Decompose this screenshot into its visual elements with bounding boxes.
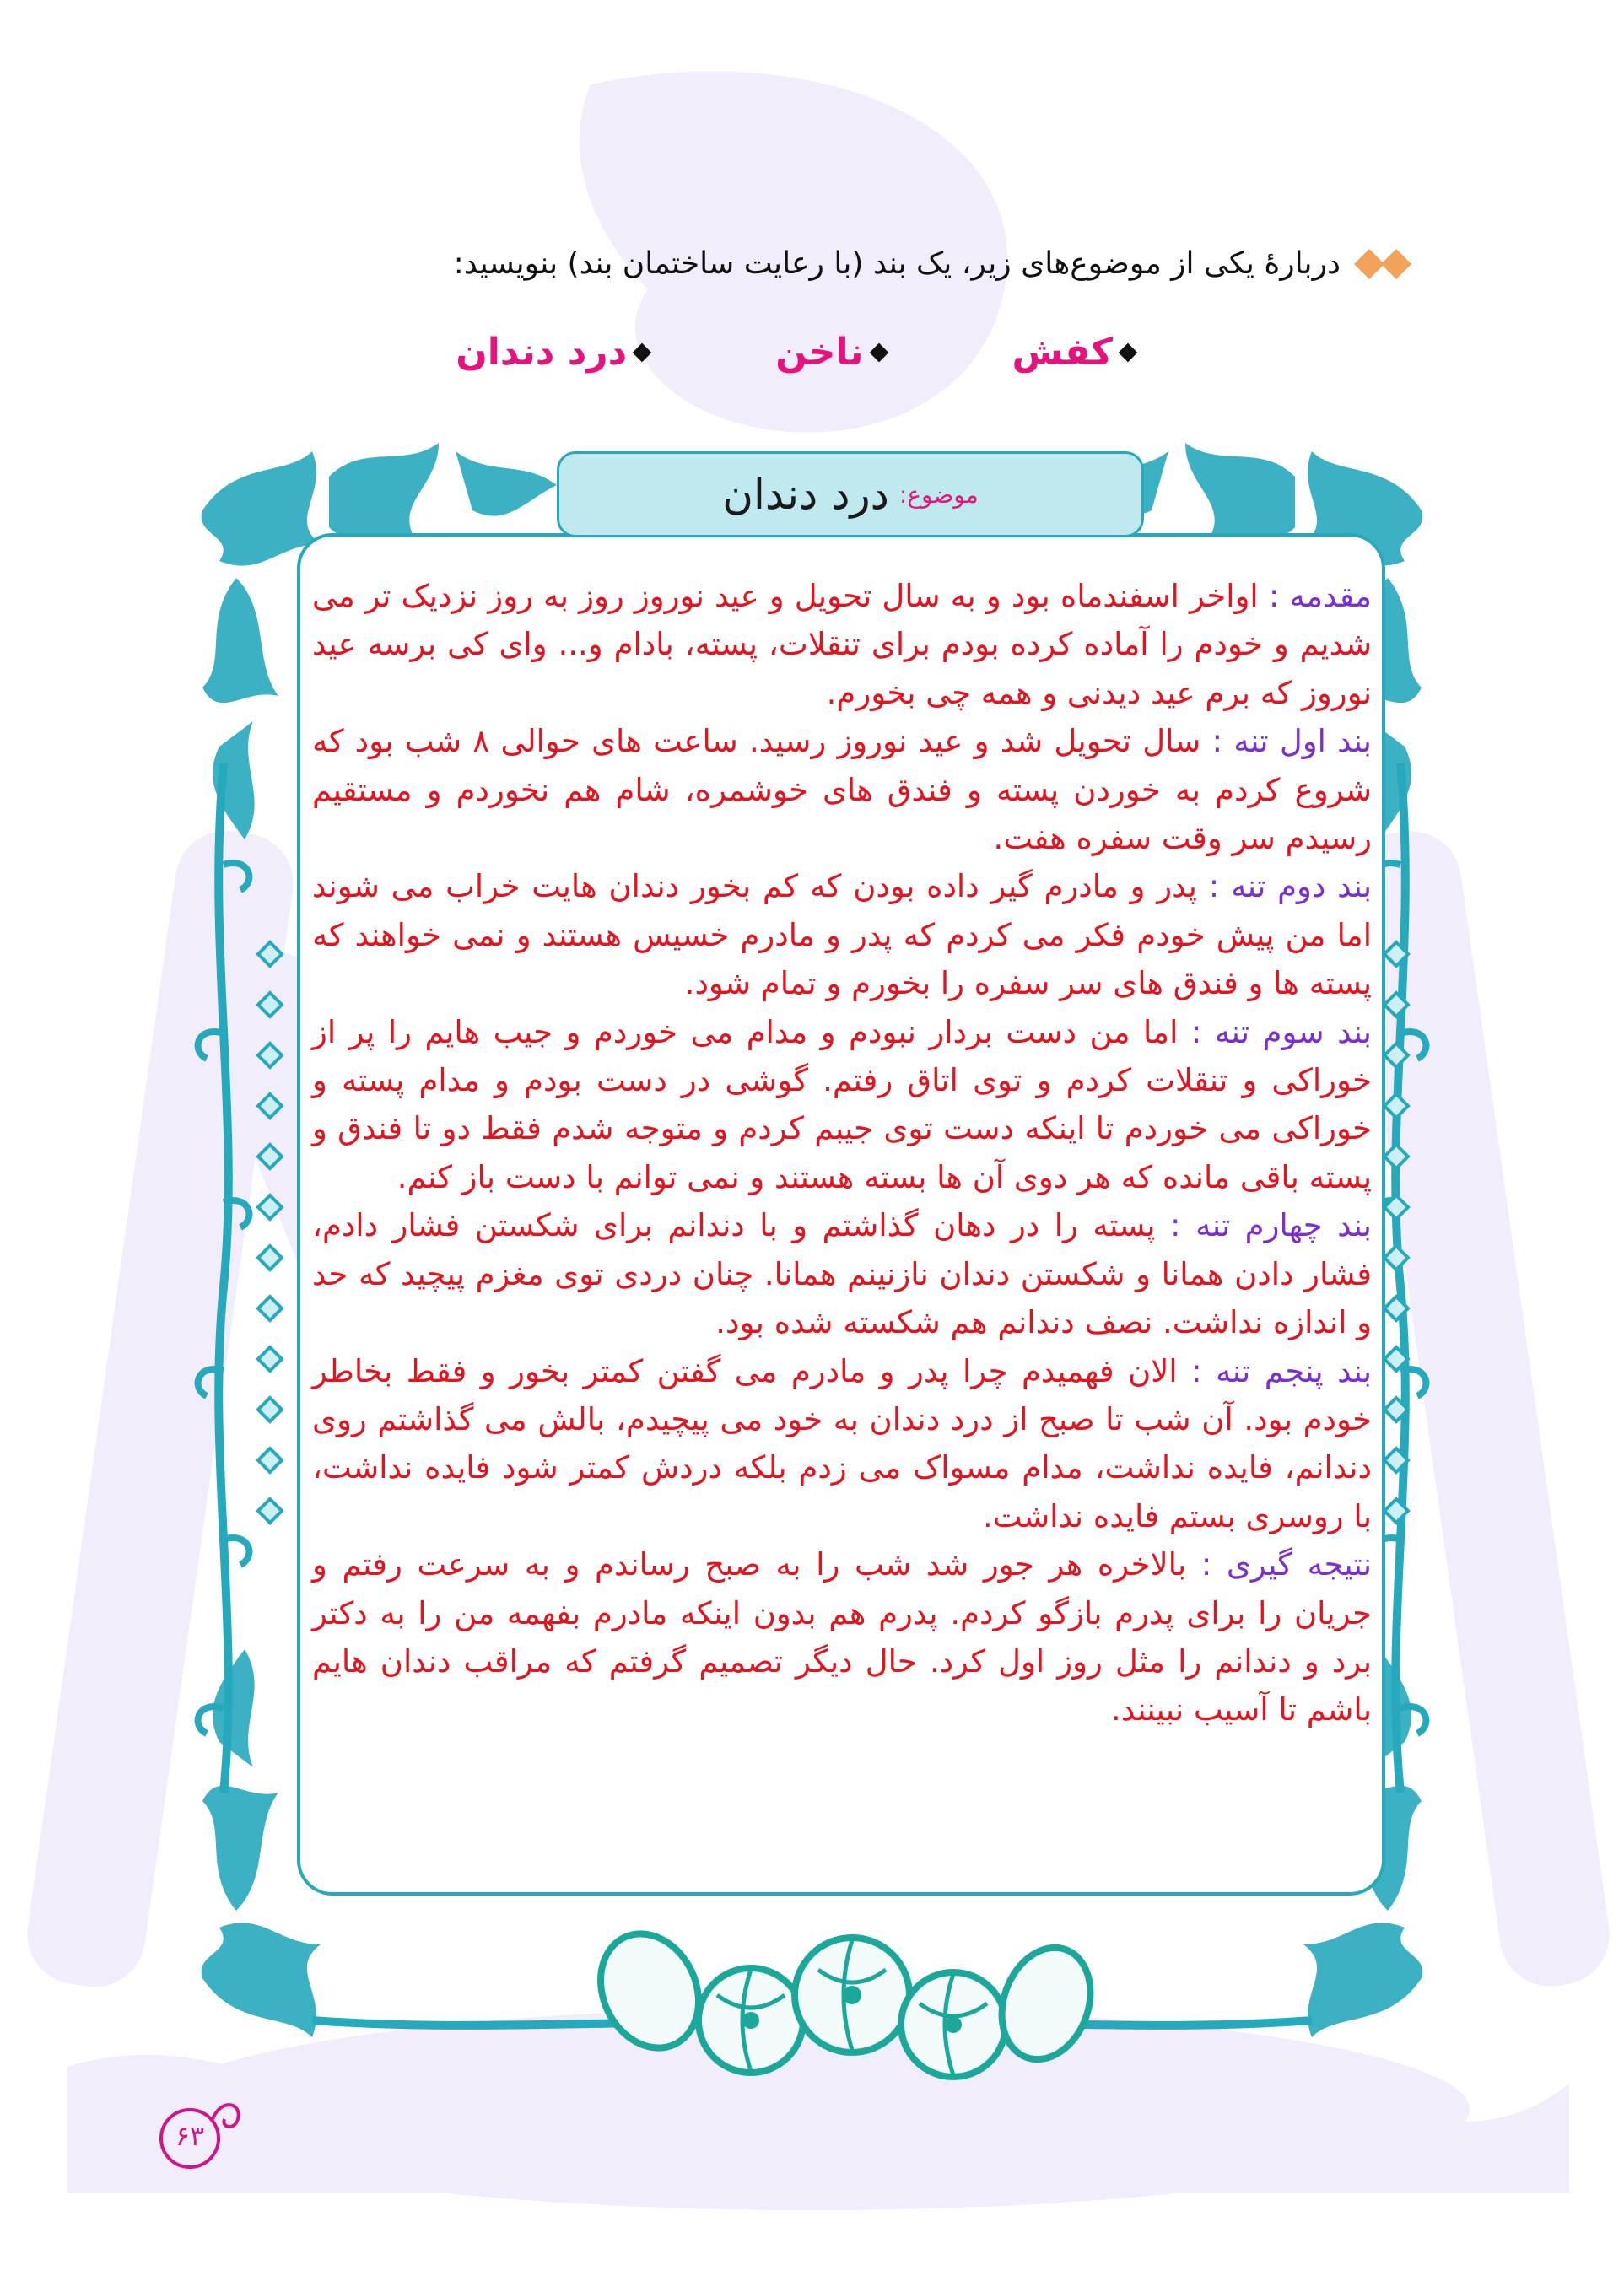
essay-paragraph [312,1347,1372,1541]
essay-paragraph [312,1008,1372,1202]
topic-item [456,331,649,374]
paragraph-text: پدر و مادرم گیر داده بودن که کم بخور دندان هایت خراب می شوند اما من پیش خودم فکر می کردم که پدر و مادرم خسیس هستند و نمی خواهند که پسته ها و فندق های سر سفره را بخورم و تمام شود. [312,868,1372,1002]
paragraph-label: بند دوم تنه : [1208,868,1373,905]
topic-caption: موضوع: [898,480,979,509]
essay-paragraph [312,1540,1372,1734]
topic-list [456,331,1135,374]
paragraph-label: نتیجه گیری : [1200,1546,1372,1583]
instruction-line [454,246,1413,281]
flower-garland-icon [591,1911,1097,2101]
paragraph-text: اواخر اسفندماه بود و به سال تحویل و عید نوروز روز به روز نزدیک تر می شدیم و خودم را آماده کرده بودم برای تنقلات، پسته، بادام و... وای کی برسه عید نوروز که برم عید دیدنی و همه چی بخورم. [312,578,1372,711]
topic-label: ناخن [775,331,864,374]
paragraph-label: بند چهارم تنه : [1170,1207,1372,1244]
paragraph-text: سال تحویل شد و عید نوروز رسید. ساعت های حوالی ۸ شب بود که شروع کردم به خوردن پسته و فندق های خوشمره، شام هم نخوردم و مستقیم رسیدم سر وقت سفره هفت. [312,723,1372,857]
topic-label: درد دندان [456,331,628,374]
topic-label: کفش [1012,331,1113,374]
paragraph-label: بند پنجم تنه : [1191,1352,1373,1389]
paragraph-label: بند سوم تنه : [1190,1013,1372,1050]
paragraph-text: الان فهمیدم چرا پدر و مادرم می گفتن کمتر بخور و فقط بخاطر خودم بود. آن شب تا صبح از درد دندان به خود می پیچیدم، بالش می گذاشتم روی دندانم، فایده نداشت، مدام مسواک می زدم بلکه دردش کمتر شود فایده نداشت، با روسری بستم فایده نداشت. [312,1352,1372,1534]
paragraph-label: مقدمه : [1268,578,1373,614]
paragraph-text: بالاخره هر جور شد شب را به صبح رساندم و به سرعت رفتم و جریان را برای پدرم بازگو کردم. پدرم هم بدون اینکه مادرم بفهمه من را به دکتر برد و دندانم را مثل روز اول کرد. حال دیگر تصمیم گرفتم که مراقب دندان هایم باشم تا آسیب نبینند. [312,1546,1372,1728]
diamond-bullet-icon [633,342,652,362]
essay-paragraph [312,717,1372,862]
diamond-bullet-icon [1119,342,1138,362]
essay-paragraph [312,862,1372,1007]
essay-content [312,572,1372,1734]
essay-title-box [557,451,1144,537]
paragraph-text: اما من دست بردار نبودم و مدام می خوردم و جیب هایم را پر از خوراکی و تنقلات کردم و توی اتاق رفتم. گوشی در دست بودم و مدام پسته و خوراکی می خوردم تا اینکه دست توی جیبم کردم و متوجه شدم فقط دو تا فندق و پسته باقی مانده که هر دوی آن ها بسته هستند و نمی توانم با دست باز کنم. [312,1013,1372,1195]
instruction-text: دربارهٔ یکی از موضوع‌های زیر، یک بند (با رعایت ساختمان بند) بنویسید: [453,246,1341,281]
essay-paragraph [312,1201,1372,1346]
page-number: ۶۳ [175,2120,205,2152]
diamond-bullet-icon [869,342,888,362]
topic-item [775,331,885,374]
essay-title: درد دندان [722,470,889,519]
paragraph-text: پسته را در دهان گذاشتم و با دندانم برای شکستن فشار دادم، فشار دادن همانا و شکستن دندان نازنینم همانا. چنان دردی توی مغزم پیچید که حد و اندازه نداشت. نصف دندانم هم شکسته شده بود. [312,1207,1372,1341]
paragraph-label: بند اول تنه : [1211,723,1372,760]
topic-item [1012,331,1135,374]
essay-paragraph [312,572,1372,717]
double-diamond-icon [1352,247,1413,281]
